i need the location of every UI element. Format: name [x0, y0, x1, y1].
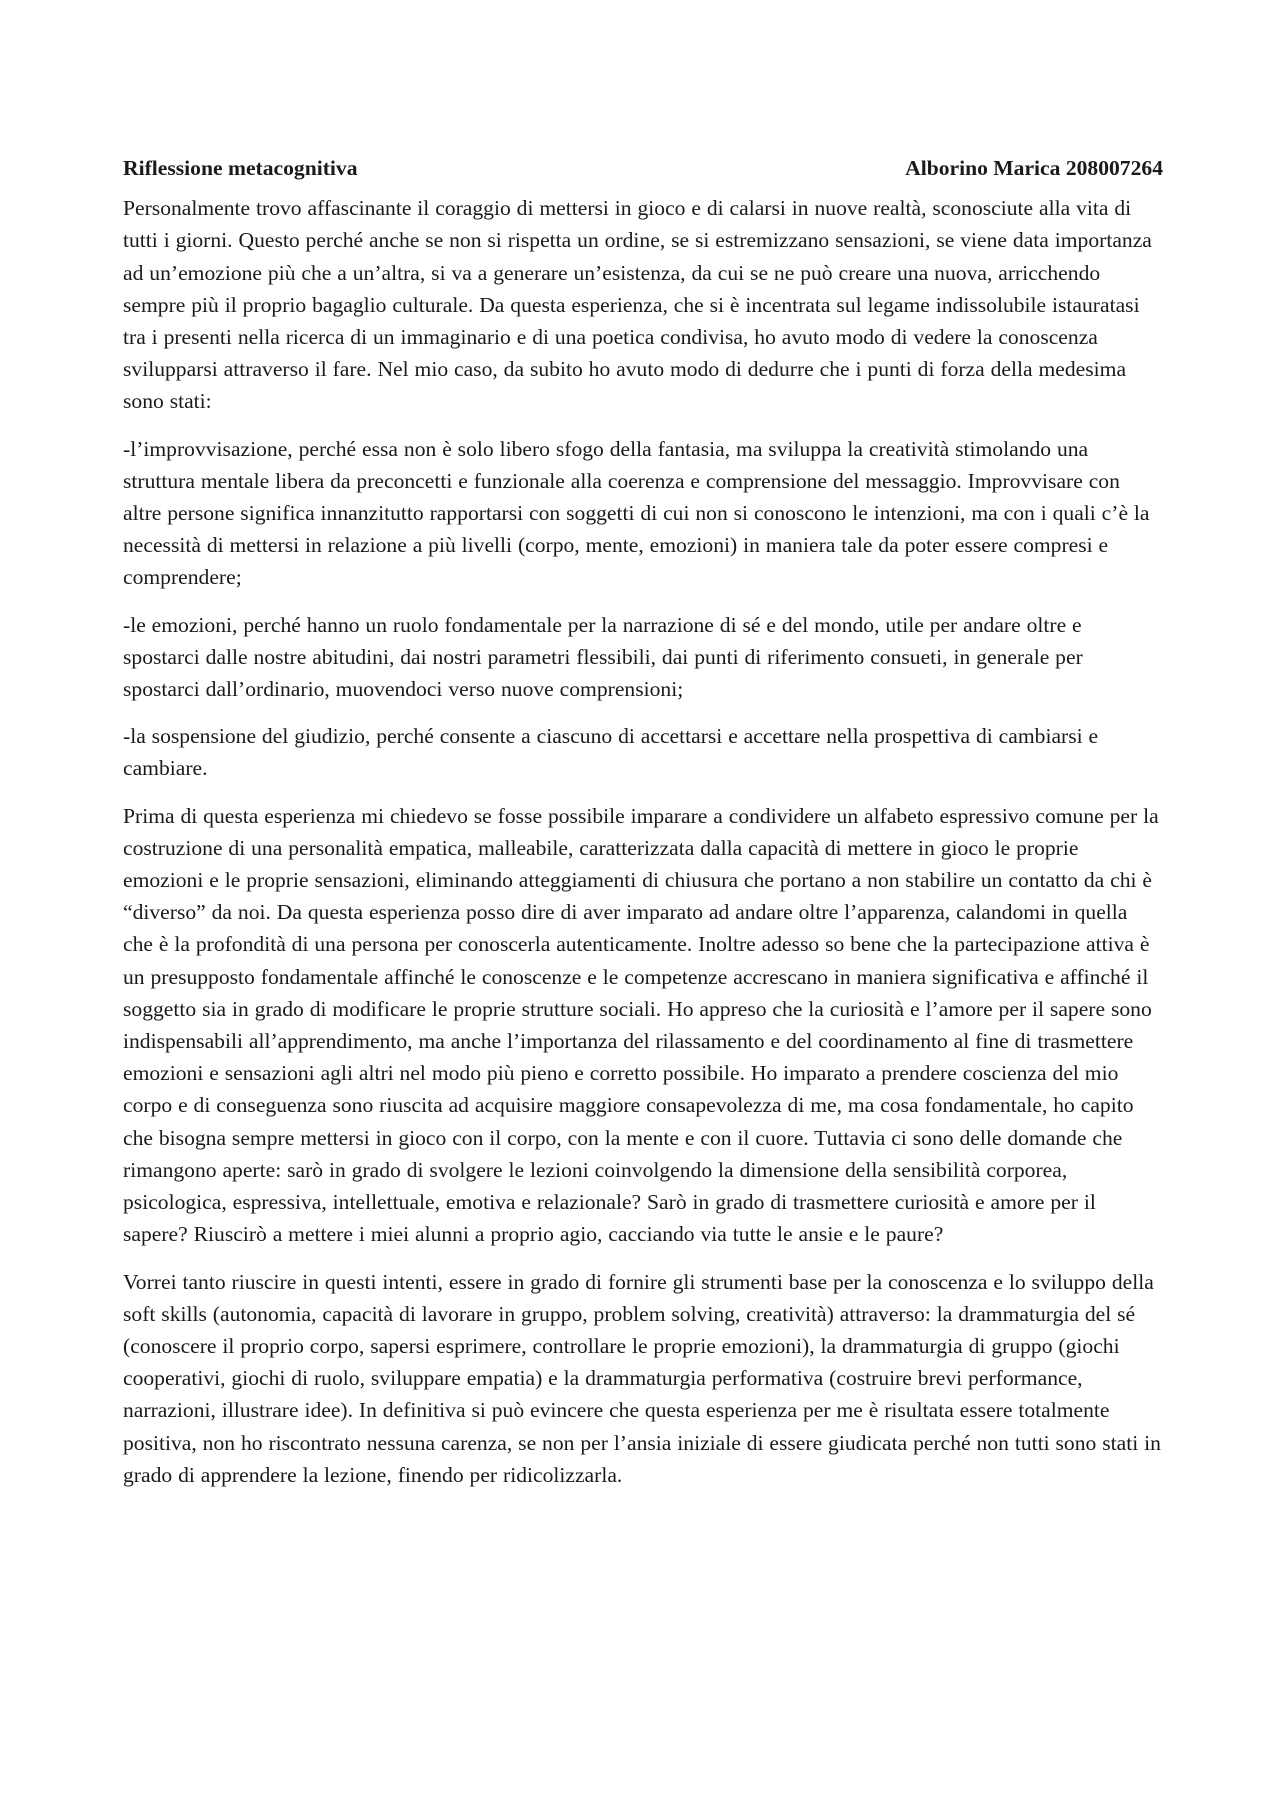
document-header: [123, 152, 1163, 184]
document-page: [123, 152, 1163, 1506]
paragraph-emotions: -le emozioni, perché hanno un ruolo fondamentale per la narrazione di sé e del mondo, utile per andare oltre e spostarci dalle nostre abitudini, dai nostri parametri flessibili, dai punti di riferimento consueti, in generale per spostarci dall’ordinario, muovendoci verso nuove comprensioni;: [123, 612, 1083, 702]
author-info: Alborino Marica 208007264: [905, 156, 1163, 180]
document-title: Riflessione metacognitiva: [123, 156, 358, 180]
paragraph-suspension: -la sospensione del giudizio, perché consente a ciascuno di accettarsi e accettare nella prospettiva di cambiarsi e cambiare.: [123, 724, 1099, 781]
paragraph-conclusion: Vorrei tanto riuscire in questi intenti, essere in grado di fornire gli strumenti base per la conoscenza e lo sviluppo della soft skills (autonomia, capacità di lavorare in gruppo, problem solving, creatività) attraverso: la drammaturgia del sé (conoscere il proprio corpo, sapersi esprimere, controllare le proprie emozioni), la drammaturgia di gruppo (giochi cooperativi, giochi di ruolo, sviluppare empatia) e la drammaturgia performativa (costruire brevi performance, narrazioni, illustrare idee). In definitiva si può evincere che questa esperienza per me è risultata essere totalmente positiva, non ho riscontrato nessuna carenza, se non per l’ansia iniziale di essere giudicata perché non tutti sono stati in grado di apprendere la lezione, finendo per ridicolizzarla.: [123, 1269, 1161, 1487]
paragraph-improvisation: -l’improvvisazione, perché essa non è solo libero sfogo della fantasia, ma sviluppa la creatività stimolando una struttura mentale libera da preconcetti e funzionale alla coerenza e comprensione del messaggio. Improvvisare con altre persone significa innanzitutto rapportarsi con soggetti di cui non si conoscono le intenzioni, ma con i quali c’è la necessità di mettersi in relazione a più livelli (corpo, mente, emozioni) in maniera tale da poter essere compresi e comprendere;: [123, 436, 1150, 590]
paragraph-reflection: Prima di questa esperienza mi chiedevo se fosse possibile imparare a condividere un alfabeto espressivo comune per la costruzione di una personalità empatica, malleabile, caratterizzata dalla capacità di mettere in gioco le proprie emozioni e le proprie sensazioni, eliminando atteggiamenti di chiusura che portano a non stabilire un contatto da chi è “diverso” da noi. Da questa esperienza posso dire di aver imparato ad andare oltre l’apparenza, calandomi in quella che è la profondità di una persona per conoscerla autenticamente. Inoltre adesso so bene che la partecipazione attiva è un presupposto fondamentale affinché le conoscenze e le competenze accrescano in maniera significativa e affinché il soggetto sia in grado di modificare le proprie strutture sociali. Ho appreso che la curiosità e l’amore per il sapere sono indispensabili all’apprendimento, ma anche l’importanza del rilassamento e del coordinamento al fine di trasmettere emozioni e sensazioni agli altri nel modo più pieno e corretto possibile. Ho imparato a prendere coscienza del mio corpo e di conseguenza sono riuscita ad acquisire maggiore consapevolezza di me, ma cosa fondamentale, ho capito che bisogna sempre mettersi in gioco con il corpo, con la mente e con il cuore. Tuttavia ci sono delle domande che rimangono aperte: sarò in grado di svolgere le lezioni coinvolgendo la dimensione della sensibilità corporea, psicologica, espressiva, intellettuale, emotiva e relazionale? Sarò in grado di trasmettere curiosità e amore per il sapere? Riuscirò a mettere i miei alunni a proprio agio, cacciando via tutte le ansie e le paure?: [123, 803, 1159, 1247]
paragraph-intro: Personalmente trovo affascinante il coraggio di mettersi in gioco e di calarsi in nuove realtà, sconosciute alla vita di tutti i giorni. Questo perché anche se non si rispetta un ordine, se si estremizzano sensazioni, se viene data importanza ad un’emozione più che a un’altra, si va a generare un’esistenza, da cui se ne può creare una nuova, arricchendo sempre più il proprio bagaglio culturale. Da questa esperienza, che si è incentrata sul legame indissolubile istauratasi tra i presenti nella ricerca di un immaginario e di una poetica condivisa, ho avuto modo di vedere la conoscenza svilupparsi attraverso il fare. Nel mio caso, da subito ho avuto modo di dedurre che i punti di forza della medesima sono stati:: [123, 196, 1152, 414]
